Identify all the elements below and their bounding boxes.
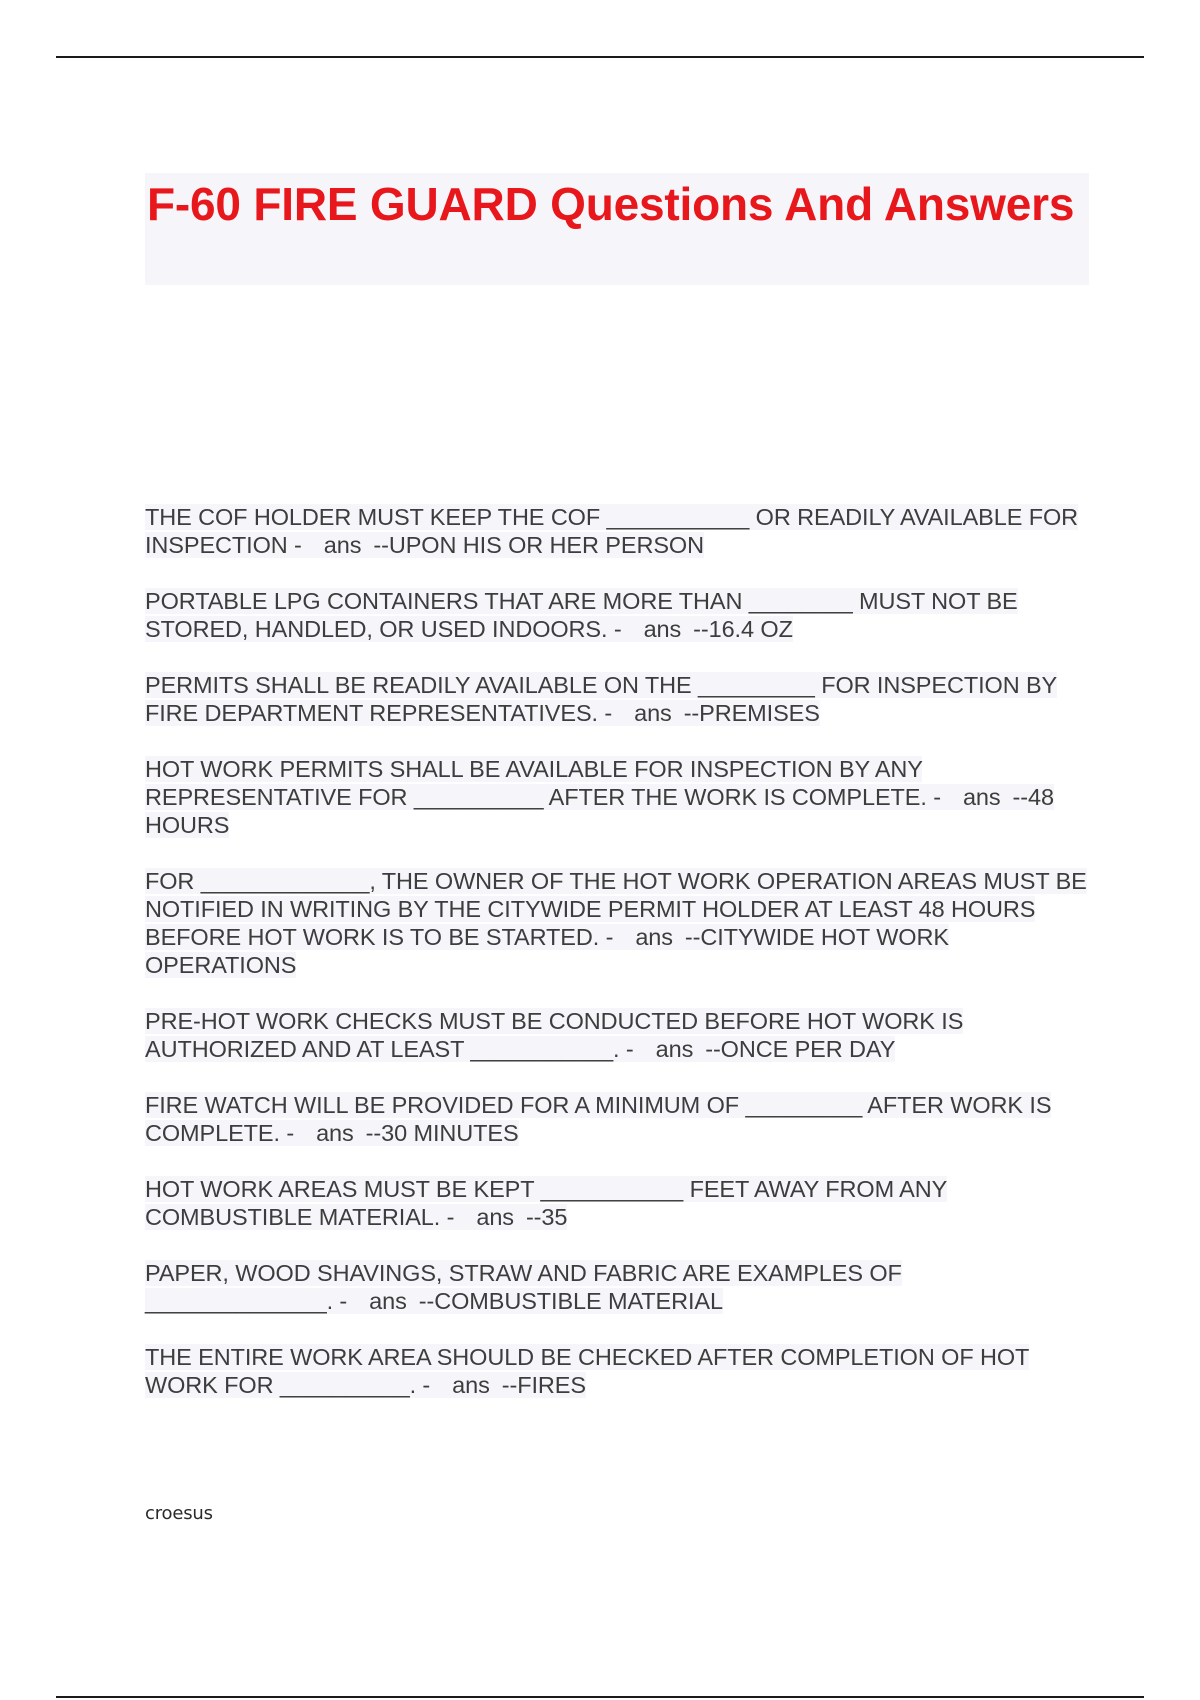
answer-label: ans [476,1204,514,1230]
qa-question: HOT WORK PERMITS SHALL BE AVAILABLE FOR INSPECTION BY ANY REPRESENTATIVE FOR __________ AFTER THE WORK IS COMPLETE. - [145,756,941,810]
qa-item [145,1091,1090,1147]
qa-item [145,1259,1090,1315]
title-block [145,173,1089,285]
qa-item [145,671,1090,727]
answer-label: ans [643,616,682,642]
qa-answer: --UPON HIS OR HER PERSON [373,532,704,558]
bottom-rule [56,1696,1144,1698]
qa-answer: --FIRES [501,1372,586,1398]
qa-question: HOT WORK AREAS MUST BE KEPT ___________ FEET AWAY FROM ANY COMBUSTIBLE MATERIAL. - [145,1176,947,1230]
qa-item [145,755,1090,839]
qa-question: THE COF HOLDER MUST KEEP THE COF ___________ OR READILY AVAILABLE FOR INSPECTION - [145,504,1079,558]
answer-label: ans [655,1036,694,1062]
qa-item [145,503,1090,559]
qa-answer: --CITYWIDE HOT WORK OPERATIONS [145,924,949,978]
qa-question: FOR _____________, THE OWNER OF THE HOT WORK OPERATION AREAS MUST BE NOTIFIED IN WRITING BY THE CITYWIDE PERMIT HOLDER AT LEAST 48 HOURS BEFORE HOT WORK IS TO BE STARTED. - [145,868,1087,950]
qa-item [145,587,1090,643]
footer-brand: croesus [145,1503,213,1524]
qa-answer: --16.4 OZ [693,616,793,642]
qa-list [145,503,1090,1427]
qa-question: PAPER, WOOD SHAVINGS, STRAW AND FABRIC ARE EXAMPLES OF ______________. - [145,1260,902,1314]
answer-label: ans [634,700,672,726]
qa-question: FIRE WATCH WILL BE PROVIDED FOR A MINIMUM OF _________ AFTER WORK IS COMPLETE. - [145,1092,1052,1146]
answer-label: ans [635,924,673,950]
qa-item [145,1007,1090,1063]
qa-answer: --ONCE PER DAY [705,1036,896,1062]
answer-label: ans [452,1372,490,1398]
answer-label: ans [316,1120,354,1146]
qa-answer: --COMBUSTIBLE MATERIAL [418,1288,723,1314]
top-rule [56,56,1144,58]
answer-label: ans [962,784,1001,810]
qa-question: PORTABLE LPG CONTAINERS THAT ARE MORE THAN ________ MUST NOT BE STORED, HANDLED, OR USED INDOORS. - [145,588,1018,642]
qa-answer: --30 MINUTES [365,1120,519,1146]
qa-item [145,1343,1090,1399]
qa-item [145,867,1090,979]
qa-question: PRE-HOT WORK CHECKS MUST BE CONDUCTED BEFORE HOT WORK IS AUTHORIZED AND AT LEAST ___________. - [145,1008,964,1062]
qa-item [145,1175,1090,1231]
qa-answer: --35 [525,1204,568,1230]
qa-question: PERMITS SHALL BE READILY AVAILABLE ON THE _________ FOR INSPECTION BY FIRE DEPARTMENT REPRESENTATIVES. - [145,672,1057,726]
answer-label: ans [323,532,362,558]
qa-answer: --48 HOURS [145,784,1054,838]
qa-question: THE ENTIRE WORK AREA SHOULD BE CHECKED AFTER COMPLETION OF HOT WORK FOR __________. - [145,1344,1029,1398]
answer-label: ans [369,1288,407,1314]
qa-answer: --PREMISES [683,700,820,726]
document-title: F-60 FIRE GUARD Questions And Answers [147,178,1075,230]
